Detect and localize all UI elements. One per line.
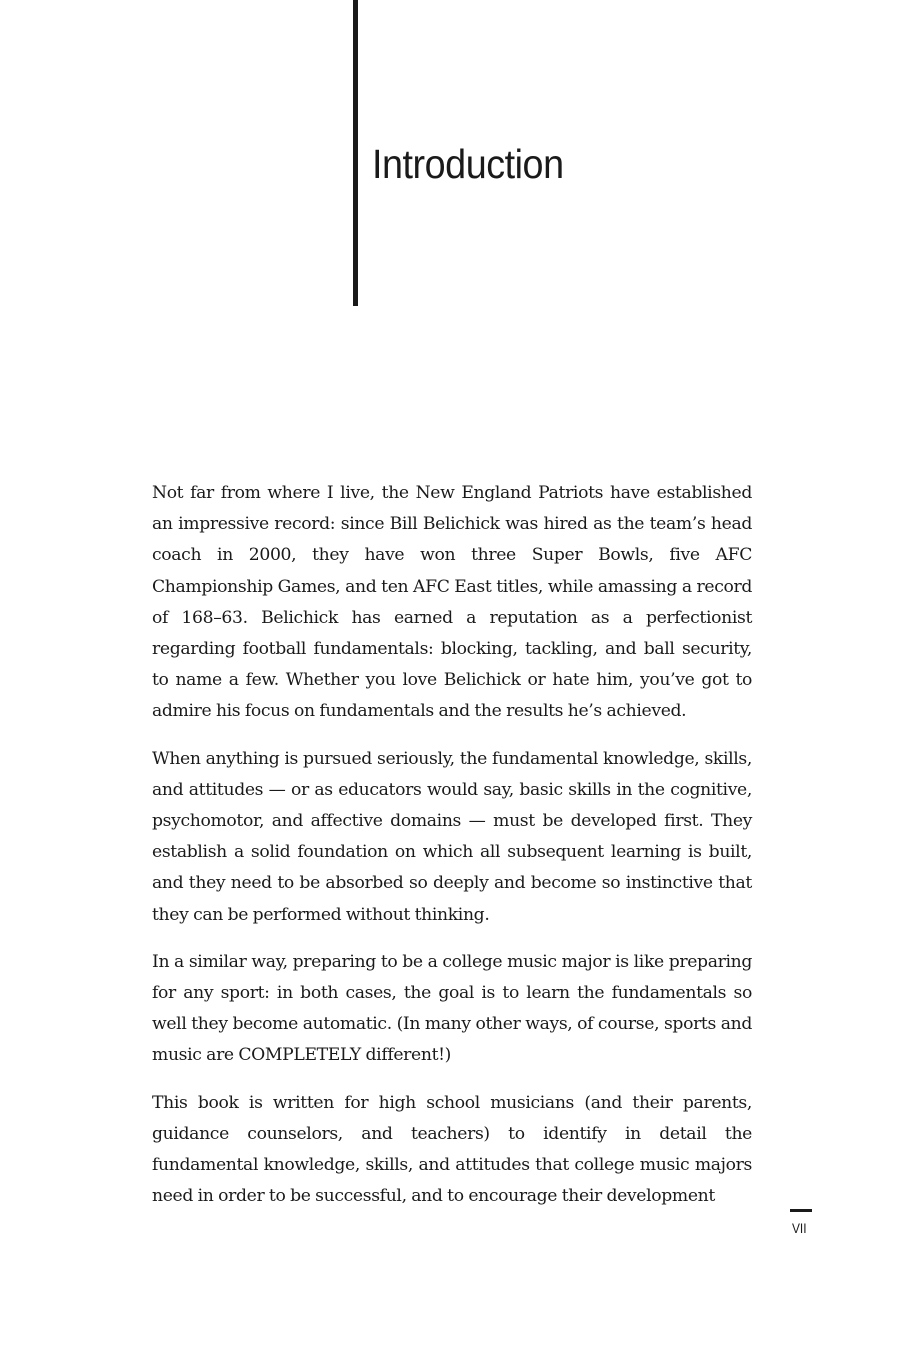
paragraph: This book is written for high school musicians (and their parents, guidance counselors, and teachers) to identify in detail the fundamental knowledge, skills, and attitudes that college music majors need in order to be successful, and to encourage their development <box>152 1092 752 1207</box>
folio-rule <box>790 1209 812 1212</box>
chapter-vertical-rule <box>353 0 358 306</box>
paragraph: When anything is pursued seriously, the fundamental knowledge, skills, and attitudes — or as educators would say, basic skills in the cognitive, psychomotor, and affective domains — must be developed first. They establish a solid foundation on which all subsequent learning is built, and they need to be absorbed so deeply and become so instinctive that they can be performed without thinking. <box>152 748 752 925</box>
page-number: VII <box>792 1220 807 1236</box>
body-text <box>152 478 752 1228</box>
chapter-title: Introduction <box>372 141 564 187</box>
paragraph: In a similar way, preparing to be a college music major is like preparing for any sport: in both cases, the goal is to learn the fundamentals so well they become automatic. (In many other ways, of course, sports and music are COMPLETELY different!) <box>152 951 752 1066</box>
paragraph: Not far from where I live, the New England Patriots have established an impressive record: since Bill Belichick was hired as the team’s head coach in 2000, they have won three Super Bowls, five AFC Championship Games, and ten AFC East titles, while amassing a record of 168–63. Belichick has earned a reputation as a perfectionist regarding football fundamentals: blocking, tackling, and ball security, to name a few. Whether you love Belichick or hate him, you’ve got to admire his focus on fundamentals and the results he’s achieved. <box>152 483 752 722</box>
